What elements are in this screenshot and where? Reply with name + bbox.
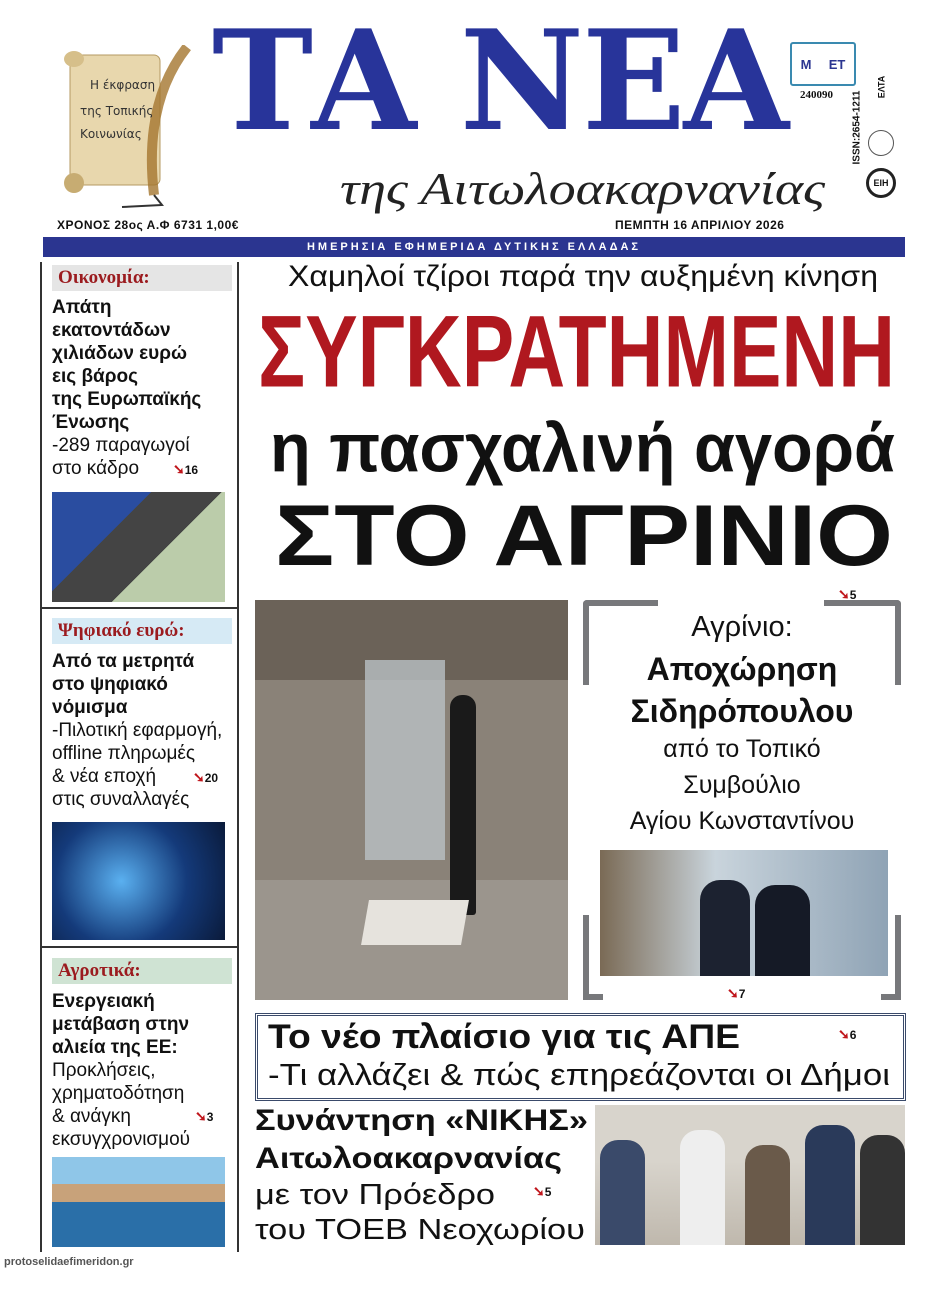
box-line-bold[interactable]: Σιδηρόπουλου [630, 693, 854, 729]
eih-seal-icon: EIH [866, 168, 896, 198]
scroll-quill-logo [62, 45, 182, 205]
met-right: ΕΤ [828, 56, 846, 72]
headline-line-2[interactable]: η πασχαλινή αγορά [270, 410, 895, 487]
box-line: Αγρίνιο: [691, 611, 793, 643]
l: χρηματοδότηση [52, 1083, 185, 1104]
page-number: 20 [204, 771, 219, 785]
story-agriculture[interactable] [52, 990, 237, 1151]
page-number: 16 [184, 463, 199, 477]
box-line: από το Τοπικό [663, 735, 821, 763]
arrow-icon: ➘ [193, 769, 205, 785]
column-rule-left [40, 262, 42, 1252]
l: & νέα εποχή [52, 766, 157, 787]
box-line: Αγίου Κωνσταντίνου [629, 807, 855, 835]
digital-euro-photo [52, 822, 225, 940]
headline-line-3[interactable]: ΣΤΟ ΑΓΡΙΝΙΟ [275, 486, 893, 584]
market-street-photo [255, 600, 568, 1000]
l: στο κάδρο [52, 458, 140, 479]
arrow-icon: ➘ [195, 1108, 207, 1124]
l: χιλιάδων ευρώ [52, 343, 188, 364]
l: -Πιλοτική εφαρμογή, [52, 720, 223, 741]
eu-fraud-photo [52, 492, 225, 602]
issn: ISSN:2654-1211 [851, 90, 863, 165]
l: εκατοντάδων [52, 320, 171, 341]
l: Ένωσης [52, 412, 130, 433]
met-badge-icon [790, 42, 856, 86]
page-ref [195, 1108, 213, 1125]
section-label-agriculture: Αγροτικά: [52, 958, 232, 984]
met-code: 240090 [800, 89, 833, 101]
l: αλιεία της ΕΕ: [52, 1037, 178, 1058]
story-economy[interactable] [52, 296, 237, 480]
met-left: Μ [800, 56, 812, 72]
page-ref [533, 1183, 551, 1200]
column-rule-right [237, 262, 239, 1252]
divider [40, 607, 239, 609]
seal-icon [868, 130, 894, 156]
arrow-icon: ➘ [533, 1183, 545, 1199]
page-number: 5 [544, 1185, 552, 1199]
l: Προκλήσεις, [52, 1060, 156, 1081]
l: offline πληρωμές [52, 743, 196, 764]
elta-logo: ΕΛΤΑ [876, 75, 887, 99]
section-label-digital-euro: Ψηφιακό ευρώ: [52, 618, 232, 644]
logo-tagline-3: Κοινωνίας [80, 127, 142, 141]
kicker: Χαμηλοί τζίροι παρά την αυξημένη κίνηση [288, 260, 878, 293]
box-line: Συμβούλιο [683, 771, 801, 799]
logo-tagline-1: Η έκφραση [90, 78, 156, 92]
page-ref [838, 586, 856, 603]
fishing-boat-photo [52, 1157, 225, 1247]
box-line-bold[interactable]: Αποχώρηση [646, 651, 838, 687]
masthead-subtitle: της Αιτωλοακαρνανίας [340, 163, 825, 214]
page-number: 5 [849, 588, 857, 602]
page-ref [173, 461, 198, 478]
page-ref [838, 1026, 856, 1043]
l: της Ευρωπαϊκής [52, 389, 202, 410]
ape-subtitle: -Τι αλλάζει & πώς επηρεάζονται οι Δήμοι [268, 1057, 890, 1092]
niki-meeting-photo [595, 1105, 905, 1245]
l: -289 παραγωγοί [52, 435, 190, 456]
divider [40, 946, 239, 948]
page-number: 6 [849, 1028, 857, 1042]
sidiropoulos-photo [600, 850, 888, 976]
issue-date: ΠΕΜΠΤΗ 16 ΑΠΡΙΛΙΟΥ 2026 [615, 218, 785, 232]
arrow-icon: ➘ [838, 1026, 850, 1042]
arrow-icon: ➘ [727, 985, 739, 1001]
ape-title[interactable]: Το νέο πλαίσιο για τις ΑΠΕ [268, 1018, 740, 1056]
l: Ενεργειακή [52, 991, 155, 1012]
logo-tagline-2: της Τοπικής [80, 104, 154, 118]
l: & ανάγκη [52, 1106, 131, 1127]
l: εκσυγχρονισμού [52, 1129, 191, 1150]
tagline-band: ΗΜΕΡΗΣΙΑ ΕΦΗΜΕΡΙΔΑ ΔΥΤΙΚΗΣ ΕΛΛΑΔΑΣ [43, 237, 905, 257]
niki-line-4: του ΤΟΕΒ Νεοχωρίου [255, 1214, 585, 1246]
section-label-economy: Οικονομία: [52, 265, 232, 291]
page-ref [727, 985, 745, 1002]
l: νόμισμα [52, 697, 128, 718]
arrow-icon: ➘ [838, 586, 850, 602]
arrow-icon: ➘ [173, 461, 185, 477]
page-number: 3 [206, 1110, 214, 1124]
niki-line-3: με τον Πρόεδρο [255, 1179, 495, 1211]
headline-red[interactable]: ΣΥΓΚΡΑΤΗΜΕΝΗ [258, 294, 895, 409]
masthead-title: ΤΑ ΝΕΑ [212, 0, 787, 162]
page-ref [193, 769, 218, 786]
niki-title-1[interactable]: Συνάντηση «ΝΙΚΗΣ» [255, 1104, 588, 1137]
niki-title-2[interactable]: Αιτωλοακαρνανίας [255, 1142, 562, 1175]
l: εις βάρος [52, 366, 138, 387]
l: Από τα μετρητά [52, 651, 195, 672]
watermark: protoselidaefimeridon.gr [4, 1256, 134, 1268]
story-digital-euro[interactable] [52, 650, 237, 811]
l: στις συναλλαγές [52, 789, 190, 810]
page-number: 7 [738, 987, 746, 1001]
l: στο ψηφιακό [52, 674, 168, 695]
l: μετάβαση στην [52, 1014, 190, 1035]
l: Απάτη [52, 297, 112, 318]
issue-info: ΧΡΟΝΟΣ 28ος Α.Φ 6731 1,00€ [57, 218, 239, 232]
